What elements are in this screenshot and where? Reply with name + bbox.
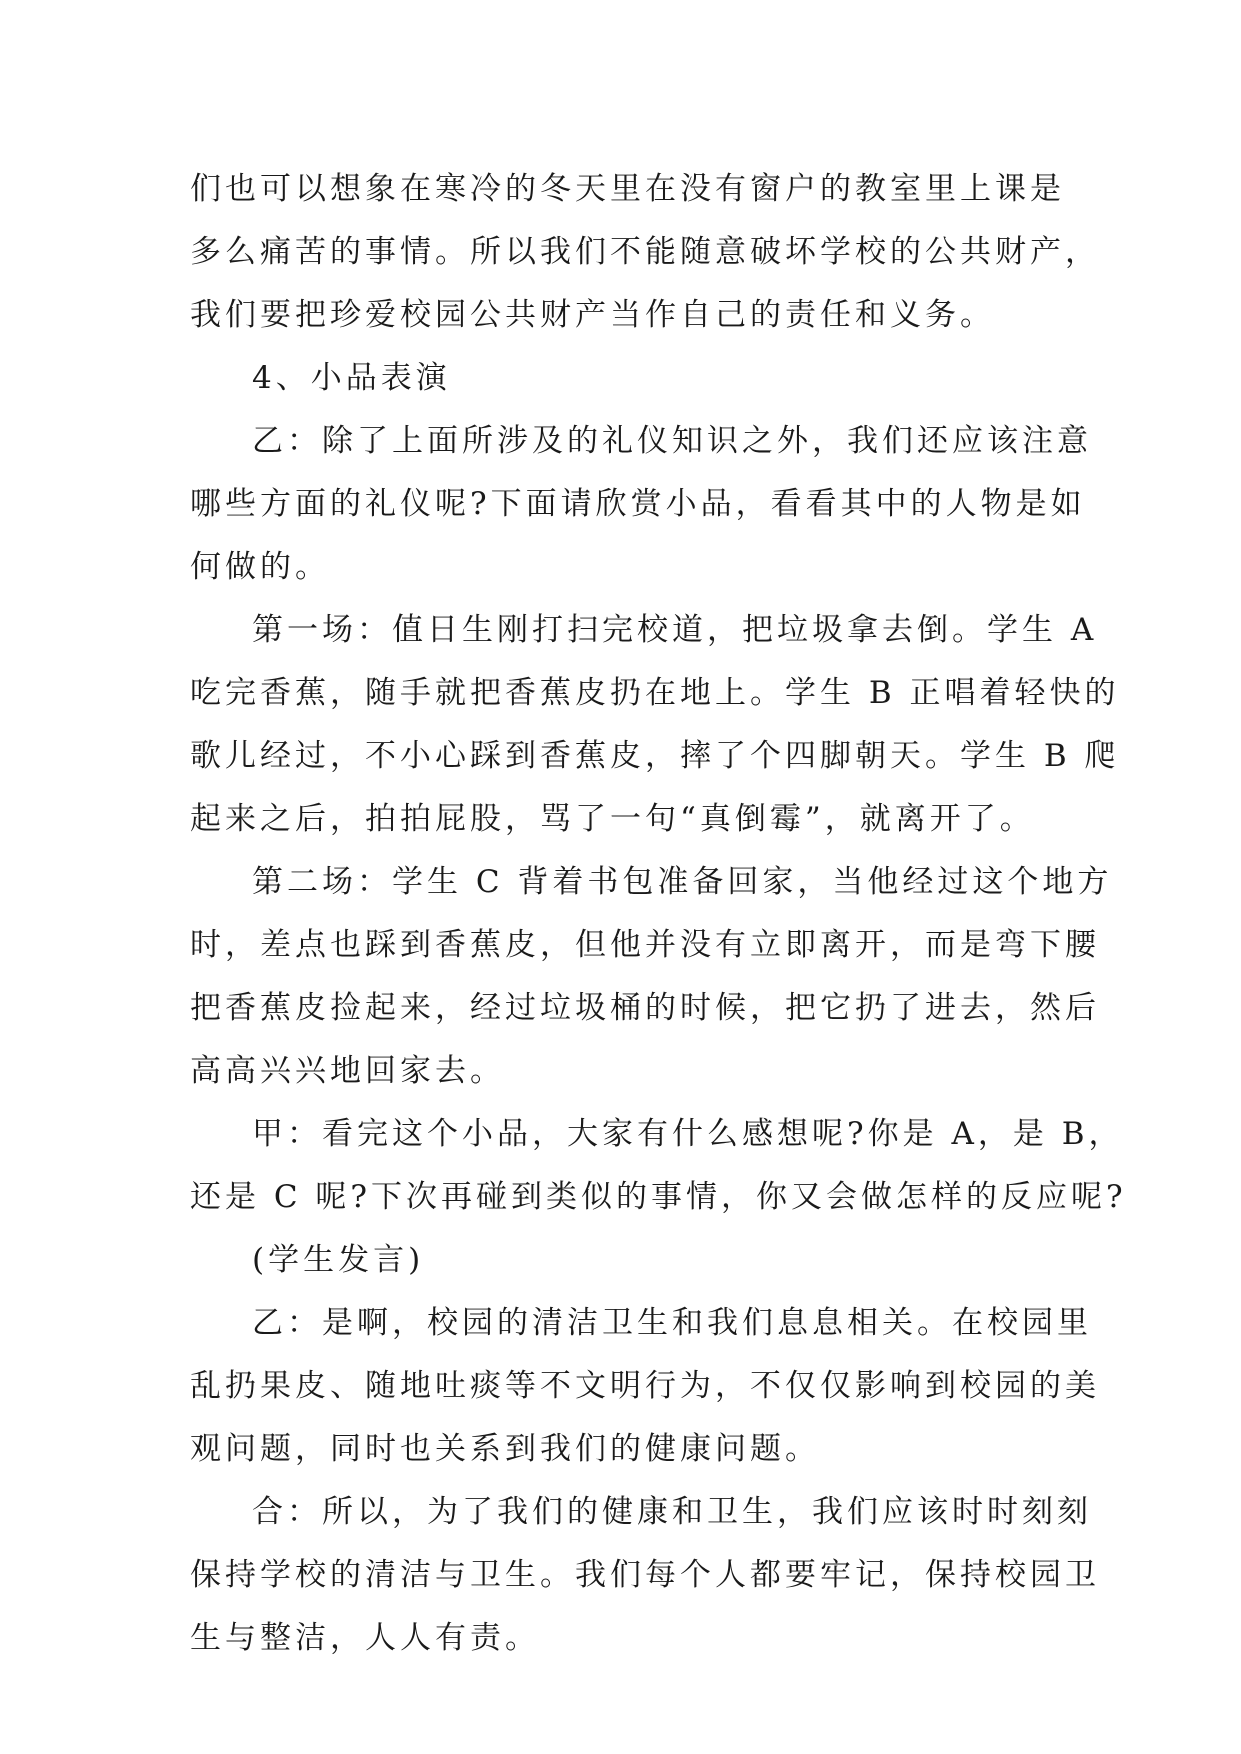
text-line: 生与整洁，人人有责。 xyxy=(190,1620,540,1656)
text-line: 乱扔果皮、随地吐痰等不文明行为，不仅仅影响到校园的美 xyxy=(190,1368,1100,1404)
text-line: 4、小品表演 xyxy=(252,360,451,396)
text-line: 们也可以想象在寒冷的冬天里在没有窗户的教室里上课是 xyxy=(190,171,1065,207)
text-line: 观问题，同时也关系到我们的健康问题。 xyxy=(190,1431,820,1467)
text-line: 吃完香蕉，随手就把香蕉皮扔在地上。学生 B 正唱着轻快的 xyxy=(190,675,1120,711)
text-line: 多么痛苦的事情。所以我们不能随意破坏学校的公共财产， xyxy=(190,234,1100,270)
text-line: 第二场：学生 C 背着书包准备回家，当他经过这个地方 xyxy=(252,864,1113,900)
document-body xyxy=(190,158,1127,1670)
text-line: 起来之后，拍拍屁股，骂了一句“真倒霉”，就离开了。 xyxy=(190,801,1035,837)
text-line: 第一场：值日生刚打扫完校道，把垃圾拿去倒。学生 A xyxy=(252,612,1098,648)
text-line: 还是 C 呢?下次再碰到类似的事情，你又会做怎样的反应呢? xyxy=(190,1179,1127,1215)
text-line: 我们要把珍爱校园公共财产当作自己的责任和义务。 xyxy=(190,297,995,333)
text-line: 何做的。 xyxy=(190,549,330,585)
text-line: 歌儿经过，不小心踩到香蕉皮，摔了个四脚朝天。学生 B 爬 xyxy=(190,738,1120,774)
text-line: 乙：是啊，校园的清洁卫生和我们息息相关。在校园里 xyxy=(252,1305,1092,1341)
text-line: 合：所以，为了我们的健康和卫生，我们应该时时刻刻 xyxy=(252,1494,1092,1530)
text-line: (学生发言) xyxy=(252,1242,425,1278)
text-line: 保持学校的清洁与卫生。我们每个人都要牢记，保持校园卫 xyxy=(190,1557,1100,1593)
text-line: 乙：除了上面所涉及的礼仪知识之外，我们还应该注意 xyxy=(252,423,1092,459)
text-line: 时，差点也踩到香蕉皮，但他并没有立即离开，而是弯下腰 xyxy=(190,927,1100,963)
text-line: 把香蕉皮捡起来，经过垃圾桶的时候，把它扔了进去，然后 xyxy=(190,990,1100,1026)
text-line: 甲：看完这个小品，大家有什么感想呢?你是 A，是 B， xyxy=(252,1116,1124,1152)
text-line: 高高兴兴地回家去。 xyxy=(190,1053,505,1089)
text-line: 哪些方面的礼仪呢?下面请欣赏小品，看看其中的人物是如 xyxy=(190,486,1086,522)
